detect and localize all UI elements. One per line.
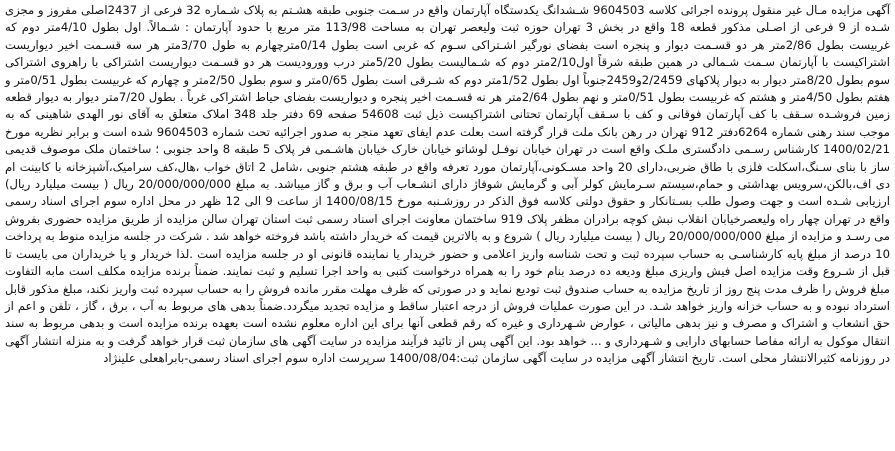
auction-notice-text: آگهی مزایده مـال غیر منقول پرونده اجرائی کلاسه 9604503 شـشدانگ یکدستگاه آپارتمان واقع در سـمت جنوبی طبقه هشـتم به پلاک شـماره 32 فرعی از 2437اصلی مفروز و مجزی شـده از 9 فرعی از اصـلی مذکور قطعه 18 واقع در بخش 3 تهران حوزه ثبت ولیعصر تهران به مساحت 113/98 متر مربع با حدود آپارتمان : شـمالاً. اول بطول 4/10متر دوم که غربیست بطول 2/86متر هر دو قسـمت دیوار و پنجره است بفضای نورگیر اشـتراکی سـوم که غربی است بطول 0/14مترچهارم به طول 3/70متر هر سه قسـمت اخیر دیواریست اشتراکیست با آپارتمان سـمت شـمالی در همین طبقه شرقاً اول2/10متر دوم که شـمالیست بطول 5/20متر درب وورودیست هر دو قسـمت دیواریست اشتراکی با راهروی اشتراکی سوم بطول 8/20متر دیوار به دیوار پلاکهای 2/2459و2459جنوباً اول بطول 1/52متر دوم که شـرقی است بطول 0/65متر و سوم بطول 2/50متر و چهارم که غربیست بطول 0/51متر و هفتم بطول 4/50متر و هشتم که غربیست بطول 0/51متر و نهم بطول 2/64متر هر نه قسـمت اخیر پنجره و دیواریست بفضای حیاط اشتراکی غرباً . بطول 7/20متر دیوار به دیوار قطعه زمین فروشـده سـقف با کف آپارتمان فوقانی و کف با سـقف آپارتمان تحتانی اشتراکیست ذیل ثبت 54608 صفحه 69 دفتر جلد 348 املاک متعلق به آقای نور الهدی شاهینی که به موجب سند رهنی شماره 6264دفتر 912 تهران در رهن بانک ملت قرار گرفته است بعلت عدم ایفای تعهد منجر به صدور اجرائیه تحت شماره 9604503 شده است و برابر نظریه مورخ 1400/02/21 کارشناس رسـمی دادگستری ملـک واقع است در تهران خیابان نوفـل لوشاتو خیابان خارک خیابان هاشـمی فر پلاک 5 طبقه 8 واحد جنوبی ؛ ساختمان ملک موصوف قدیمی ساز با بنای سـنگ،اسکلت فلزی با طاق ضربی،دارای 20 واحد مسـکونی،آپارتمان مورد تعرفه واقع در طبقه هشتم جنوبی ،شامل 2 اتاق خواب ،هال،کف سرامیک،آشپزخانه با کابینت ام دی اف،بالکن،سرویس بهداشتی و حمام،سیستم سـرمایش کولر آبی و گرمایش شوفاژ دارای انشـعاب آب و برق و گاز میباشد. به مبلغ 20/000/000/000 ریال ( بیست میلیارد ریال) ارزیابی شـده است و جهت وصول طلب بسـتانکار و حقوق دولتی کلاسه فوق الذکر در روزشـنبه مورخ 1400/08/15 از ساعت 9 الی 12 ظهر در محل اداره سوم اجرای اسناد رسمی واقع در تهران چهار راه ولیعصرخیابان انقلاب نبش کوچه برادران مظفر پلاک 919 ساختمان معاونت اجرای اسناد رسمی ثبت استان تهران سالن مزایده از طریق مزایده حضوری بفروش می رسـد و مزایده از مبلغ 20/000/000/000 ریال ( بیست میلیارد ریال ) شروع و به بالاترین قیمت که خریدار داشته باشد فروخته خواهد شد . شرکت در جلسه مزایده منوط به پرداخت 10 درصد از مبلغ پایه کارشناسـی به حساب سپرده ثبت و تحت شناسه واریز اعلامی و حضور خریدار یا نماینده قانونی او در جلسه مزایده است .لذا خریدار و یا خریداران می بایست تا قبل از شـروع وقت مزایده اصل فیش واریزی مبلغ ودیعه ده درصد بنام خود را به همراه درخواست کتبی به واحد اجرا تسلیم و ثبت نمایند. ضمناً برنده مزایده مکلف است مابه التفاوت مبلغ فروش را ظرف مدت پنج روز از تاریخ مزایده به حساب صندوق ثبت تودیع نماید و در صورتی که ظرف مهلت مقرر مانده فروش را به حساب سپرده ثبت واریز نکند، مبلغ مذکور قابل استرداد نبوده و به حساب خزانه واریز خواهد شـد. در این صورت عملیات فروش از درجه اعتبار ساقط و مزایده تجدید میگردد.ضمناً بدهی های مربوط به آب ، برق ، گاز ، تلفن و اعم از حق انشعاب و اشتراک و مصرف و نیز بدهی مالیاتی ، عوارض شـهرداری و غیره که رقم قطعی آنها برای این اداره معلوم نشده است بعهده برنده مزایده است و بدهی مربوط به سند انتقال موکول به ارائه مفاصا حسابهای دارایی و شـهرداری و ... خواهد بود. این آگهی پس از تائید فرآیند مزایده در سایت آگهی های سازمان ثبت قرار خواهد گرفت و به منزله انتشار آگهی در روزنامه کثیرالانتشار محلی است. تاریخ انتشار آگهی مزایده در سایت آگهی سازمان ثبت:1400/08/04 سرپرست اداره سوم اجرای اسناد رسمی-بابراهعلی علینژاد: [5, 3, 891, 366]
